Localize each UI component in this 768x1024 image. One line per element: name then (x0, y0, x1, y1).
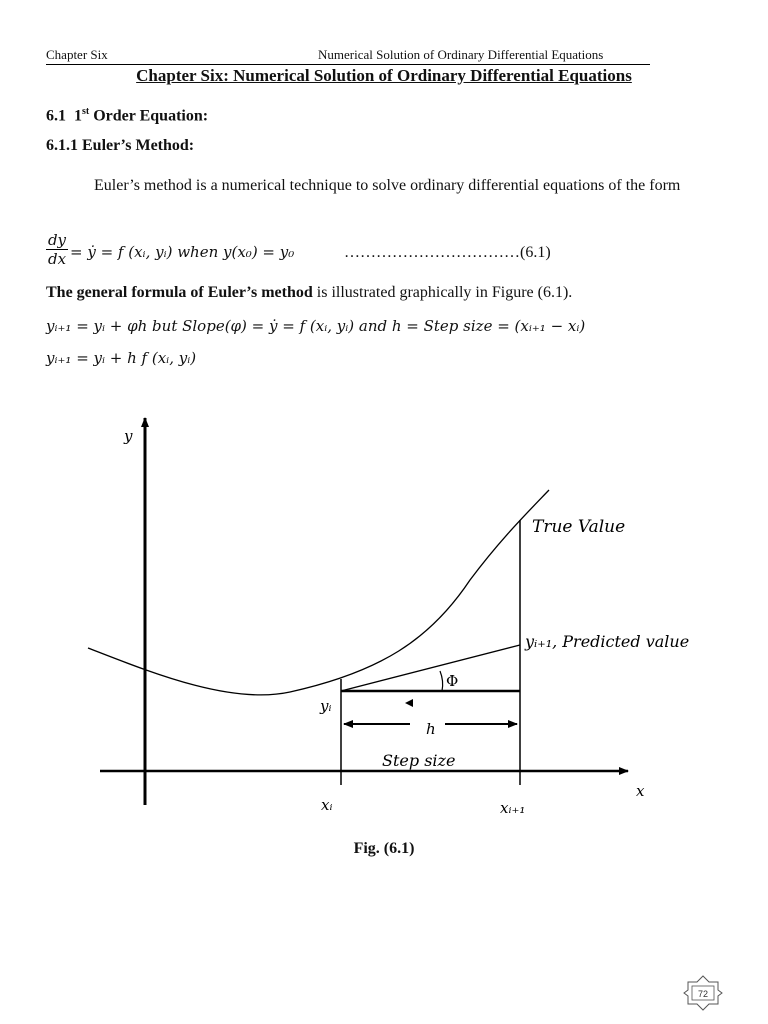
derivative-fraction (46, 231, 68, 268)
page-number-ornament (683, 975, 723, 1011)
euler-formula-equation: yᵢ₊₁ = yᵢ + h f (xᵢ, yᵢ) (46, 349, 197, 367)
h-label: h (426, 720, 436, 738)
general-formula-bold: The general formula of Euler’s method (46, 284, 313, 301)
section-number: 6.1 (46, 107, 66, 125)
subsection-heading: 6.1.1 Euler’s Method: (46, 137, 195, 154)
predicted-value-label: yᵢ₊₁, Predicted value (525, 632, 690, 651)
section-heading (46, 106, 208, 125)
page-number: 72 (697, 989, 709, 999)
general-formula-line (46, 284, 572, 302)
small-arrowhead (405, 699, 413, 707)
xi-label: xᵢ (321, 796, 333, 814)
intro-paragraph: Euler’s method is a numerical technique to solve ordinary differential equations of the form (94, 177, 681, 194)
equation-6-1: = ẏ = f (xᵢ, yᵢ) when y(x₀) = y₀ (70, 243, 295, 261)
equation-6-1-tag: ……………………………(6.1) (344, 244, 551, 261)
header-rule (46, 64, 650, 65)
tangent-line (341, 645, 520, 691)
fraction-numerator: dy (47, 231, 67, 249)
phi-label: Φ (446, 672, 459, 690)
running-header-right: Numerical Solution of Ordinary Differential Equations (318, 47, 604, 62)
y-axis-label: y (124, 427, 133, 445)
running-header-left: Chapter Six (46, 47, 108, 62)
section-ordinal: 1 (74, 107, 82, 125)
yi-label: yᵢ (320, 697, 332, 715)
xi1-label: xᵢ₊₁ (500, 799, 526, 817)
chapter-title: Chapter Six: Numerical Solution of Ordinary Differential Equations (136, 66, 632, 85)
true-value-label: True Value (532, 517, 626, 537)
phi-angle-arc (440, 671, 443, 691)
general-formula-rest: is illustrated graphically in Figure (6.1). (312, 284, 573, 301)
euler-update-equation: yᵢ₊₁ = yᵢ + φh but Slope(φ) = ẏ = f (xᵢ, yᵢ) and h = Step size = (xᵢ₊₁ − xᵢ) (46, 317, 586, 335)
step-size-label: Step size (382, 751, 456, 770)
x-axis-label: x (636, 782, 645, 800)
section-ordinal-sup: st (82, 106, 90, 117)
fraction-denominator: dx (47, 250, 67, 268)
true-curve (88, 490, 549, 695)
figure-caption: Fig. (6.1) (353, 840, 415, 857)
section-label: Order Equation: (93, 107, 209, 125)
figure-6-1 (0, 395, 768, 835)
